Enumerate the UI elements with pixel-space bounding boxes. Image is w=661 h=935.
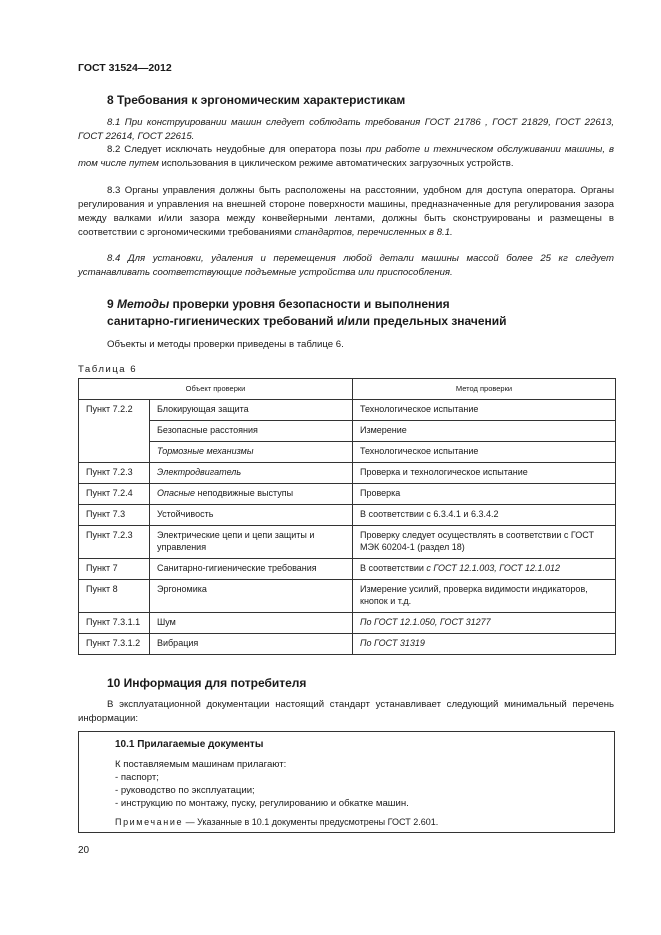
cell-method: Проверка и технологическое испытание xyxy=(353,463,616,484)
paragraph-8-1 xyxy=(78,116,614,144)
table-row xyxy=(79,505,616,526)
table-row xyxy=(79,526,616,559)
cell-object xyxy=(150,463,353,484)
cell-point: Пункт 7.3.1.1 xyxy=(79,613,150,634)
cell-method-a: В соответствии xyxy=(360,563,427,573)
cell-object-italic: Электродвигатель xyxy=(157,467,242,477)
cell-point: Пункт 8 xyxy=(79,580,150,613)
section-9-number: 9 xyxy=(107,297,118,311)
paragraph-8-2-text-c: использования в циклическом режиме автоматических загрузочных устройств. xyxy=(158,158,514,169)
cell-object-italic: Тормозные механизмы xyxy=(157,446,254,456)
cell-method-italic: По ГОСТ 12.1.050, ГОСТ 31277 xyxy=(360,617,491,627)
cell-object xyxy=(150,484,353,505)
cell-method-b: с ГОСТ 12.1.003, ГОСТ 12.1.012 xyxy=(426,563,561,573)
paragraph-8-2 xyxy=(78,143,614,171)
section-10-title: 10 Информация для потребителя xyxy=(107,676,307,690)
table-row xyxy=(79,421,616,442)
page-number: 20 xyxy=(78,845,90,856)
cell-object: Шум xyxy=(150,613,353,634)
section-10-intro: В эксплуатационной документации настоящий стандарт устанавливает следующий минимальный перечень информации: xyxy=(78,699,614,724)
cell-object xyxy=(150,442,353,463)
table-row xyxy=(79,463,616,484)
table-row xyxy=(79,484,616,505)
cell-object: Санитарно-гигиенические требования xyxy=(150,559,353,580)
document-header: ГОСТ 31524—2012 xyxy=(78,62,172,74)
cell-method xyxy=(353,559,616,580)
cell-point: Пункт 7.2.3 xyxy=(79,463,150,484)
documents-box xyxy=(78,731,615,833)
box-item: - руководство по эксплуатации; xyxy=(115,785,255,796)
header-object: Объект проверки xyxy=(79,379,353,400)
cell-method: Технологическое испытание xyxy=(353,442,616,463)
cell-point: Пункт 7.2.4 xyxy=(79,484,150,505)
cell-point: Пункт 7.3.1.2 xyxy=(79,634,150,655)
box-title: 10.1 Прилагаемые документы xyxy=(115,739,264,750)
cell-method-italic: По ГОСТ 31319 xyxy=(360,638,425,648)
paragraph-8-4 xyxy=(78,252,614,280)
section-9-title xyxy=(107,296,507,330)
section-9-title-part: проверки уровня безопасности и выполнения xyxy=(169,297,450,311)
box-item: - паспорт; xyxy=(115,772,159,783)
paragraph-8-1-text: 8.1 При конструировании машин следует соблюдать требования ГОСТ 21786 , ГОСТ 21829, ГОСТ 22613, ГОСТ 22614, ГОСТ 22615. xyxy=(78,117,614,142)
table-6 xyxy=(78,378,616,655)
table-row xyxy=(79,613,616,634)
section-9-title-line2: санитарно-гигиенических требований и/или предельных значений xyxy=(107,314,507,328)
note-label: Примечание xyxy=(115,817,184,827)
box-note xyxy=(115,817,438,827)
cell-object: Электрические цепи и цепи защиты и управления xyxy=(150,526,353,559)
cell-method: В соответствии с 6.3.4.1 и 6.3.4.2 xyxy=(353,505,616,526)
cell-method: Проверка xyxy=(353,484,616,505)
table-row xyxy=(79,400,616,421)
table-row xyxy=(79,442,616,463)
cell-method: Измерение усилий, проверка видимости индикаторов, кнопок и т.д. xyxy=(353,580,616,613)
cell-object: Устойчивость xyxy=(150,505,353,526)
paragraph-8-3-text-a: 8.3 Органы управления должны быть расположены на расстоянии, удобном для доступа оператора. Органы регулирования и управления на внешней стороне поверхности машины, предназначенные для регулирования зазора между валками и/или зазора между конвейерными лентами, должны быть сконструированы и размещены в соответствии с эргономическими требованиями xyxy=(78,185,614,238)
cell-object: Безопасные расстояния xyxy=(150,421,353,442)
box-item: - инструкцию по монтажу, пуску, регулированию и обкатке машин. xyxy=(115,798,409,809)
cell-point: Пункт 7.3 xyxy=(79,505,150,526)
section-8-title: 8 Требования к эргономическим характеристикам xyxy=(107,93,406,107)
table-header-row xyxy=(79,379,616,400)
paragraph-8-2-text-a: 8.2 Следует исключать неудобные для оператора позы xyxy=(107,144,366,155)
paragraph-8-3 xyxy=(78,184,614,240)
header-method: Метод проверки xyxy=(353,379,616,400)
cell-object-rest: неподвижные выступы xyxy=(195,488,294,498)
cell-method: Измерение xyxy=(353,421,616,442)
cell-object: Блокирующая защита xyxy=(150,400,353,421)
cell-point: Пункт 7 xyxy=(79,559,150,580)
cell-object: Эргономика xyxy=(150,580,353,613)
box-lead: К поставляемым машинам прилагают: xyxy=(115,759,287,770)
paragraph-8-2-text-b: при работе и техническом обслуживании машины, в том числе путем xyxy=(78,144,614,169)
section-9-intro: Объекты и методы проверки приведены в таблице 6. xyxy=(107,339,344,350)
cell-method: Технологическое испытание xyxy=(353,400,616,421)
table-row xyxy=(79,580,616,613)
note-text: — Указанные в 10.1 документы предусмотрены ГОСТ 2.601. xyxy=(183,817,439,827)
cell-object: Вибрация xyxy=(150,634,353,655)
paragraph-8-4-text: 8.4 Для установки, удаления и перемещения любой детали машины массой более 25 кг следует устанавливать соответствующие подъемные устройства или приспособления. xyxy=(78,253,614,278)
cell-method xyxy=(353,613,616,634)
paragraph-8-3-text-b: стандартов, перечисленных в 8.1. xyxy=(294,227,453,238)
cell-point: Пункт 7.2.2 xyxy=(79,400,150,463)
table-row xyxy=(79,559,616,580)
table-row xyxy=(79,634,616,655)
cell-point: Пункт 7.2.3 xyxy=(79,526,150,559)
cell-object-italic: Опасные xyxy=(157,488,196,498)
table-6-caption: Таблица 6 xyxy=(78,364,138,375)
cell-method: Проверку следует осуществлять в соответствии с ГОСТ МЭК 60204-1 (раздел 18) xyxy=(353,526,616,559)
cell-method xyxy=(353,634,616,655)
section-9-title-italic: Методы xyxy=(117,297,170,311)
